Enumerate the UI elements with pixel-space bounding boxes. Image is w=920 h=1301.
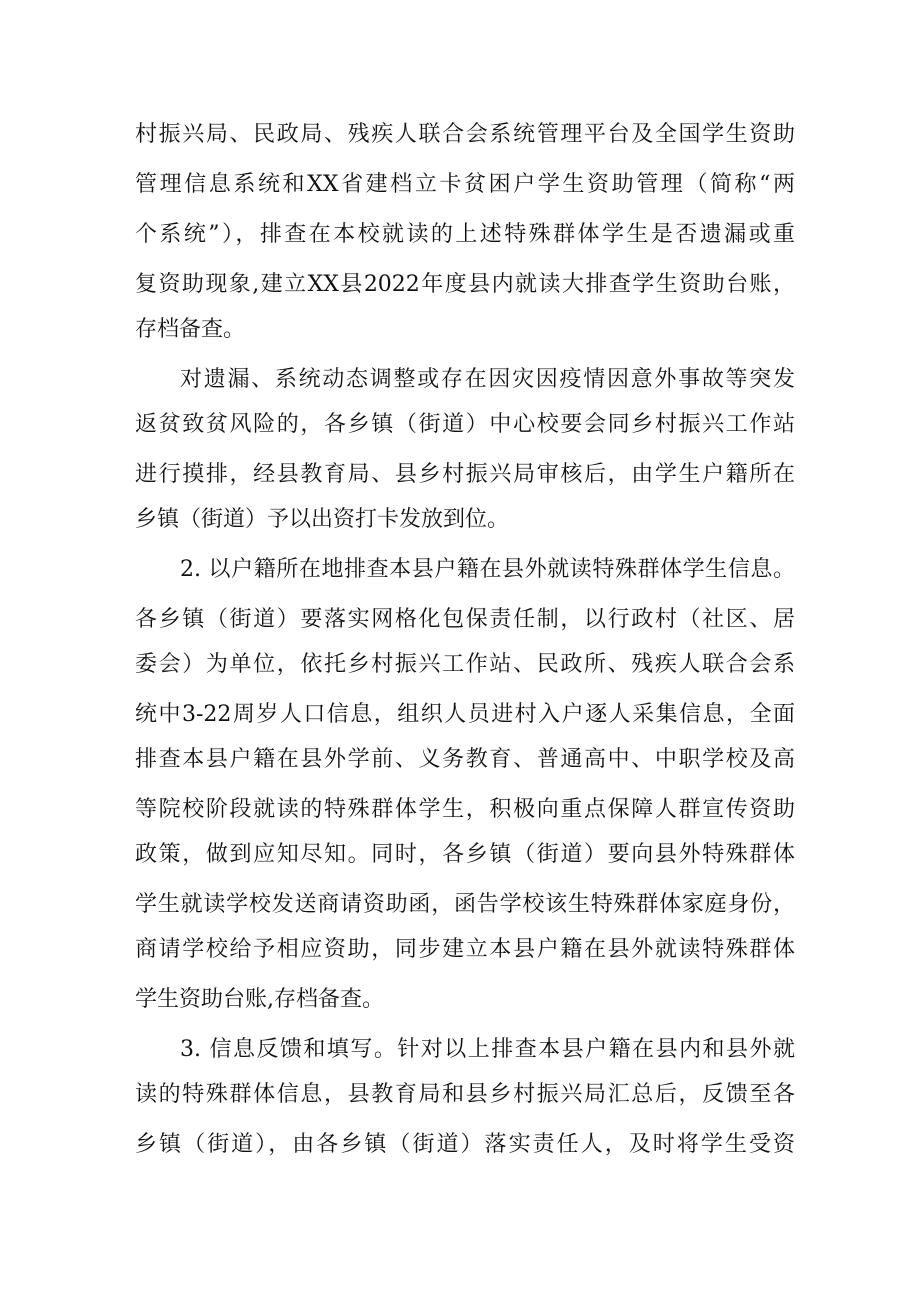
paragraph-3-line-9: 商请学校给予相应资助，同步建立本县户籍在县外就读特殊群体: [135, 937, 795, 962]
paragraph-3-line-10: 学生资助台账,存档备查。: [135, 987, 384, 1012]
paragraph-1-line-3: 个系统”），排查在本校就读的上述特殊群体学生是否遗漏或重: [135, 222, 795, 247]
paragraph-4-line-1: 3. 信息反馈和填写。针对以上排查本县户籍在县内和县外就: [180, 1037, 795, 1062]
paragraph-4-line-2: 读的特殊群体信息，县教育局和县乡村振兴局汇总后，反馈至各: [135, 1082, 795, 1107]
paragraph-3-line-5: 排查本县户籍在县外学前、义务教育、普通高中、中职学校及高: [135, 747, 795, 772]
paragraph-1-line-2: 管理信息系统和XX省建档立卡贫困户学生资助管理（简称“两: [135, 172, 795, 197]
paragraph-3-line-1: 2. 以户籍所在地排查本县户籍在县外就读特殊群体学生信息。: [180, 557, 795, 582]
paragraph-3-line-7: 政策，做到应知尽知。同时，各乡镇（街道）要向县外特殊群体: [135, 842, 795, 867]
paragraph-2-line-3: 进行摸排，经县教育局、县乡村振兴局审核后，由学生户籍所在: [135, 462, 795, 487]
paragraph-2-line-1: 对遗漏、系统动态调整或存在因灾因疫情因意外事故等突发: [180, 367, 795, 392]
paragraph-1-line-1: 村振兴局、民政局、残疾人联合会系统管理平台及全国学生资助: [135, 122, 795, 147]
paragraph-3-line-8: 学生就读学校发送商请资助函，函告学校该生特殊群体家庭身份，: [135, 892, 795, 917]
paragraph-2-line-2: 返贫致贫风险的，各乡镇（街道）中心校要会同乡村振兴工作站: [135, 412, 795, 437]
paragraph-3-line-4: 统中3-22周岁人口信息，组织人员进村入户逐人采集信息，全面: [135, 702, 795, 727]
paragraph-4-line-3: 乡镇（街道），由各乡镇（街道）落实责任人，及时将学生受资: [135, 1132, 795, 1157]
paragraph-1-line-5: 存档备查。: [135, 317, 246, 342]
paragraph-3-line-6: 等院校阶段就读的特殊群体学生，积极向重点保障人群宣传资助: [135, 797, 795, 822]
paragraph-3-line-2: 各乡镇（街道）要落实网格化包保责任制，以行政村（社区、居: [135, 607, 795, 632]
paragraph-3-line-3: 委会）为单位，依托乡村振兴工作站、民政所、残疾人联合会系: [135, 652, 795, 677]
paragraph-1-line-4: 复资助现象,建立XX县2022年度县内就读大排查学生资助台账，: [135, 272, 795, 297]
paragraph-2-line-4: 乡镇（街道）予以出资打卡发放到位。: [135, 507, 510, 532]
